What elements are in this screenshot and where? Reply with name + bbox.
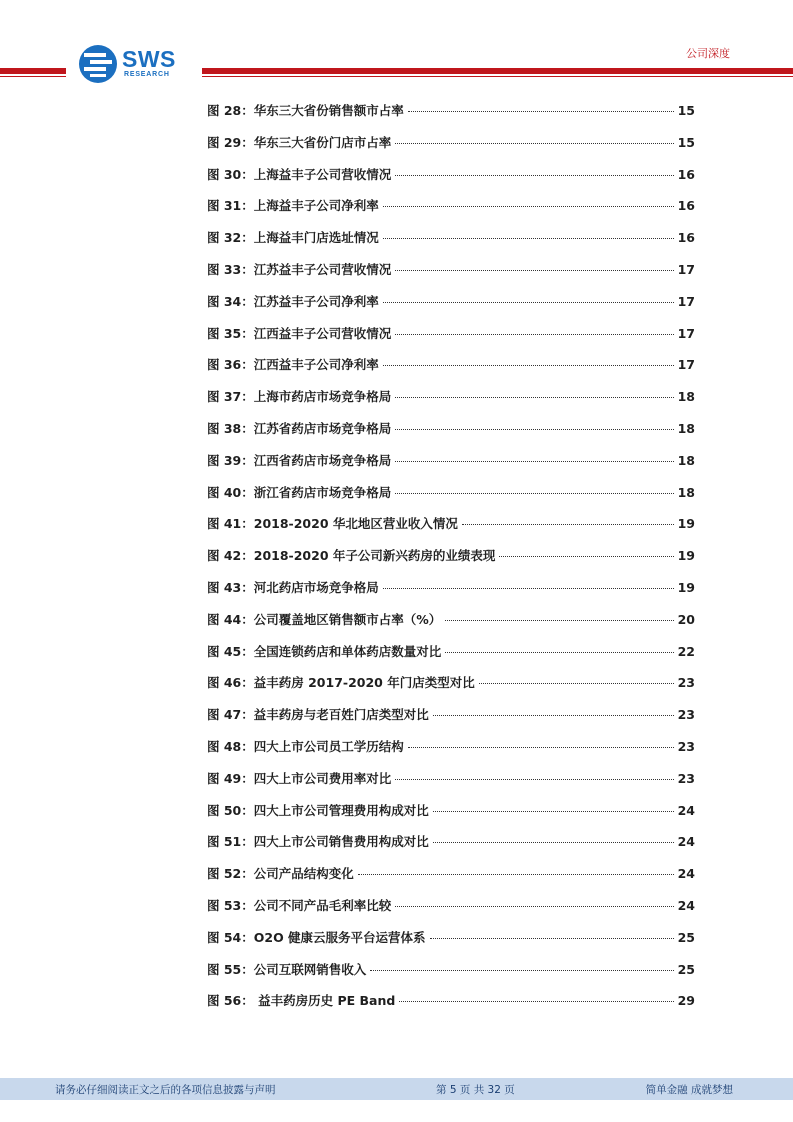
- toc-entry-page: 16: [677, 230, 695, 246]
- toc-leader-dots: [395, 905, 673, 907]
- toc-entry-page: 23: [677, 675, 695, 691]
- footer-page-info: 第 5 页 共 32 页: [436, 1084, 515, 1096]
- toc-leader-dots: [399, 1000, 673, 1002]
- toc-entry[interactable]: [207, 830, 695, 862]
- toc-entry-page: 17: [677, 357, 695, 373]
- toc-entry[interactable]: [207, 671, 695, 703]
- toc-entry-label: 图 53：公司不同产品毛利率比较: [207, 897, 392, 913]
- toc-entry[interactable]: [207, 862, 695, 894]
- toc-entry-page: 17: [677, 261, 695, 277]
- toc-entry-page: 23: [677, 770, 695, 786]
- toc-entry-page: 19: [677, 516, 695, 532]
- toc-entry[interactable]: [207, 226, 695, 258]
- toc-entry-label: 图 54：O2O 健康云服务平台运营体系: [207, 929, 426, 945]
- toc-entry[interactable]: [207, 353, 695, 385]
- toc-entry[interactable]: [207, 989, 695, 1021]
- page-header: [0, 0, 793, 90]
- toc-leader-dots: [383, 587, 674, 589]
- toc-entry-label: 图 33：江苏益丰子公司营收情况: [207, 261, 392, 277]
- toc-entry-page: 20: [677, 611, 695, 627]
- toc-entry-page: 29: [677, 993, 695, 1009]
- toc-entry-label: 图 32：上海益丰门店选址情况: [207, 230, 379, 246]
- toc-leader-dots: [430, 937, 674, 939]
- toc-leader-dots: [358, 873, 674, 875]
- toc-leader-dots: [395, 396, 673, 398]
- toc-entry-page: 25: [677, 961, 695, 977]
- toc-entry-page: 17: [677, 325, 695, 341]
- toc-leader-dots: [395, 333, 673, 335]
- toc-entry[interactable]: [207, 512, 695, 544]
- toc-leader-dots: [395, 142, 673, 144]
- toc-entry-label: 图 43：河北药店市场竞争格局: [207, 579, 379, 595]
- toc-entry-page: 24: [677, 802, 695, 818]
- toc-leader-dots: [395, 460, 673, 462]
- sws-logo: [78, 44, 188, 84]
- toc-entry-label: 图 48：四大上市公司员工学历结构: [207, 738, 404, 754]
- toc-entry-page: 19: [677, 548, 695, 564]
- toc-entry[interactable]: [207, 258, 695, 290]
- toc-entry-label: 图 50：四大上市公司管理费用构成对比: [207, 802, 429, 818]
- toc-entry[interactable]: [207, 481, 695, 513]
- toc-entry-label: 图 52：公司产品结构变化: [207, 866, 354, 882]
- toc-entry-page: 24: [677, 866, 695, 882]
- document-type-label: 公司深度: [686, 47, 730, 60]
- toc-entry-page: 23: [677, 738, 695, 754]
- toc-entry-label: 图 29：华东三大省份门店市占率: [207, 134, 392, 150]
- toc-leader-dots: [408, 746, 674, 748]
- toc-entry-page: 16: [677, 166, 695, 182]
- sws-logo-icon: [78, 44, 118, 84]
- toc-entry-page: 18: [677, 484, 695, 500]
- toc-leader-dots: [383, 237, 674, 239]
- toc-leader-dots: [370, 969, 673, 971]
- toc-entry-label: 图 47：益丰药房与老百姓门店类型对比: [207, 707, 429, 723]
- toc-entry-label: 图 51：四大上市公司销售费用构成对比: [207, 834, 429, 850]
- toc-entry-page: 22: [677, 643, 695, 659]
- toc-entry[interactable]: [207, 958, 695, 990]
- toc-entry-label: 图 28：华东三大省份销售额市占率: [207, 103, 404, 118]
- toc-leader-dots: [395, 492, 673, 494]
- toc-entry[interactable]: [207, 544, 695, 576]
- toc-entry-label: 图 39：江西省药店市场竞争格局: [207, 452, 392, 468]
- toc-leader-dots: [395, 269, 673, 271]
- toc-leader-dots: [433, 810, 674, 812]
- toc-entry[interactable]: [207, 640, 695, 672]
- toc-entry-page: 16: [677, 198, 695, 214]
- toc-leader-dots: [462, 523, 674, 525]
- page-footer: [0, 1078, 793, 1100]
- toc-entry[interactable]: [207, 385, 695, 417]
- toc-entry-label: 图 30：上海益丰子公司营收情况: [207, 166, 392, 182]
- toc-entry[interactable]: [207, 194, 695, 226]
- footer-slogan: 简单金融 成就梦想: [645, 1084, 733, 1096]
- toc-leader-dots: [395, 778, 673, 780]
- toc-entry-page: 18: [677, 389, 695, 405]
- toc-entry[interactable]: [207, 322, 695, 354]
- toc-entry-page: 24: [677, 834, 695, 850]
- toc-entry[interactable]: [207, 735, 695, 767]
- toc-entry-label: 图 56： 益丰药房历史 PE Band: [207, 993, 396, 1009]
- logo-text: SWS: [122, 46, 176, 72]
- toc-entry-label: 图 36：江西益丰子公司净利率: [207, 357, 379, 373]
- toc-entry[interactable]: [207, 767, 695, 799]
- toc-entry-page: 19: [677, 579, 695, 595]
- toc-entry-label: 图 31：上海益丰子公司净利率: [207, 198, 379, 214]
- toc-entry-label: 图 46：益丰药房 2017-2020 年门店类型对比: [207, 675, 475, 691]
- toc-entry-page: 25: [677, 929, 695, 945]
- toc-entry-page: 17: [677, 293, 695, 309]
- toc-leader-dots: [433, 841, 674, 843]
- toc-entry[interactable]: [207, 576, 695, 608]
- toc-entry[interactable]: [207, 894, 695, 926]
- toc-entry-label: 图 37：上海市药店市场竞争格局: [207, 389, 392, 405]
- figure-index-list: [207, 99, 695, 1021]
- toc-entry-label: 图 40：浙江省药店市场竞争格局: [207, 484, 392, 500]
- toc-entry[interactable]: [207, 131, 695, 163]
- toc-entry-page: 23: [677, 707, 695, 723]
- toc-entry-label: 图 41：2018-2020 华北地区营业收入情况: [207, 516, 458, 532]
- toc-entry[interactable]: [207, 799, 695, 831]
- header-rule-right: [202, 68, 793, 74]
- header-rule-left-thin: [0, 76, 66, 77]
- toc-entry-page: 18: [677, 420, 695, 436]
- toc-entry-label: 图 55：公司互联网销售收入: [207, 961, 367, 977]
- toc-entry-page: 18: [677, 452, 695, 468]
- toc-leader-dots: [433, 714, 674, 716]
- toc-leader-dots: [499, 555, 673, 557]
- logo-subtext: RESEARCH: [124, 71, 170, 78]
- toc-leader-dots: [383, 364, 674, 366]
- toc-entry-label: 图 45：全国连锁药店和单体药店数量对比: [207, 643, 442, 659]
- toc-leader-dots: [395, 174, 673, 176]
- toc-leader-dots: [445, 651, 673, 653]
- toc-entry-label: 图 49：四大上市公司费用率对比: [207, 770, 392, 786]
- header-rule-right-thin: [202, 76, 793, 77]
- footer-disclaimer: 请务必仔细阅读正文之后的各项信息披露与声明: [55, 1084, 276, 1096]
- toc-entry-label: 图 34：江苏益丰子公司净利率: [207, 293, 379, 309]
- toc-entry-label: 图 38：江苏省药店市场竞争格局: [207, 420, 392, 436]
- toc-entry[interactable]: [207, 99, 695, 131]
- toc-entry-label: 图 42：2018-2020 年子公司新兴药房的业绩表现: [207, 548, 496, 564]
- toc-entry[interactable]: [207, 163, 695, 195]
- toc-entry-page: 15: [677, 134, 695, 150]
- toc-leader-dots: [383, 205, 674, 207]
- toc-leader-dots: [408, 110, 674, 112]
- toc-entry-page: 24: [677, 897, 695, 913]
- toc-entry[interactable]: [207, 290, 695, 322]
- toc-entry[interactable]: [207, 926, 695, 958]
- toc-entry-label: 图 35：江西益丰子公司营收情况: [207, 325, 392, 341]
- toc-entry-page: 15: [677, 103, 695, 118]
- toc-entry-label: 图 44：公司覆盖地区销售额市占率（%）: [207, 611, 442, 627]
- toc-leader-dots: [445, 619, 673, 621]
- header-rule-left: [0, 68, 66, 74]
- toc-entry[interactable]: [207, 703, 695, 735]
- toc-entry[interactable]: [207, 417, 695, 449]
- toc-leader-dots: [383, 301, 674, 303]
- toc-leader-dots: [479, 682, 674, 684]
- toc-leader-dots: [395, 428, 673, 430]
- toc-entry[interactable]: [207, 608, 695, 640]
- toc-entry[interactable]: [207, 449, 695, 481]
